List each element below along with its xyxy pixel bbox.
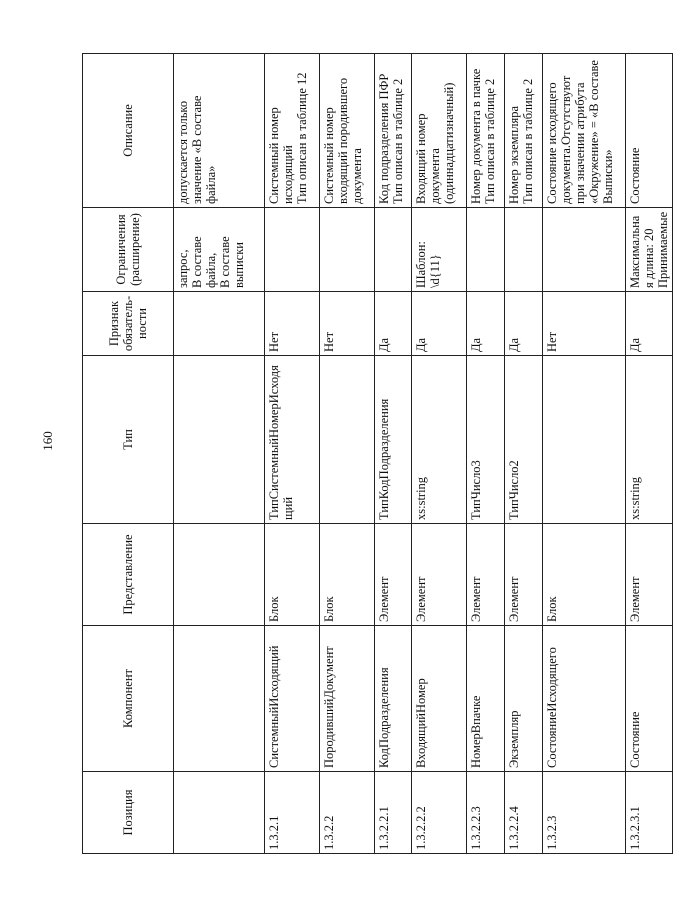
cell-type [174,356,265,524]
cell-required: Нет [320,292,375,356]
cell-type [320,356,375,524]
header-description: Описание [83,54,174,208]
cell-component [174,626,265,772]
cell-restrictions [543,208,626,292]
cell-restrictions [505,208,543,292]
cell-required: Да [412,292,467,356]
cell-required: Да [467,292,505,356]
cell-component: КодПодразделения [375,626,412,772]
cell-position: 1.3.2.2.3 [467,772,505,854]
cell-restrictions: Максимальная длина: 20 Принимаемые [626,208,673,292]
cell-component: ПородившийДокумент [320,626,375,772]
table-row [412,54,467,854]
cell-description: Состояние исходящего документа.Отсутствуют при значении атрибута «Окружение» = «В составе Выписки» [543,54,626,208]
cell-representation: Элемент [375,524,412,626]
header-component: Компонент [83,626,174,772]
specification-table [82,53,673,854]
cell-type: xs:string [412,356,467,524]
cell-representation [174,524,265,626]
cell-restrictions [265,208,320,292]
cell-required [174,292,265,356]
cell-type: ТипЧисло3 [467,356,505,524]
table-row [467,54,505,854]
header-representation: Представление [83,524,174,626]
cell-representation: Элемент [467,524,505,626]
cell-position: 1.3.2.3 [543,772,626,854]
table-row [265,54,320,854]
cell-required: Да [375,292,412,356]
table-row [174,54,265,854]
cell-component: Состояние [626,626,673,772]
table-row [626,54,673,854]
cell-required: Да [626,292,673,356]
cell-description: Номер документа в пачке Тип описан в таблице 2 [467,54,505,208]
cell-required: Да [505,292,543,356]
cell-type: ТипСистемныйНомерИсходящий [265,356,320,524]
cell-description: Номер экземпляра Тип описан в таблице 2 [505,54,543,208]
table-row [320,54,375,854]
cell-component: СистемныйИсходящий [265,626,320,772]
cell-type: ТипЧисло2 [505,356,543,524]
cell-position: 1.3.2.2.4 [505,772,543,854]
cell-restrictions: запрос, В составе файла, В составе выписки [174,208,265,292]
cell-component: Экземпляр [505,626,543,772]
cell-description: Код подразделения ПФР Тип описан в таблице 2 [375,54,412,208]
header-restrictions: Ограничения (расширение) [83,208,174,292]
cell-description: допускается только значение «В составе файла» [174,54,265,208]
cell-representation: Элемент [626,524,673,626]
cell-description: Системный номер исходящий Тип описан в таблице 12 [265,54,320,208]
cell-type [543,356,626,524]
page-number: 160 [40,431,55,451]
table-row [505,54,543,854]
cell-component: ВходящийНомер [412,626,467,772]
cell-component: НомерВпачке [467,626,505,772]
cell-description: Системный номер входящий породившего документа [320,54,375,208]
cell-representation: Блок [265,524,320,626]
cell-representation: Блок [320,524,375,626]
cell-restrictions [320,208,375,292]
cell-representation: Элемент [505,524,543,626]
cell-required: Нет [543,292,626,356]
cell-position: 1.3.2.3.1 [626,772,673,854]
table-row [543,54,626,854]
cell-description: Состояние [626,54,673,208]
table-sheet [82,54,670,854]
cell-restrictions [375,208,412,292]
cell-type: xs:string [626,356,673,524]
cell-restrictions [467,208,505,292]
cell-description: Входящий номер документа (одиннадцатизначный) [412,54,467,208]
cell-position [174,772,265,854]
cell-position: 1.3.2.2 [320,772,375,854]
header-required: Признак обязатель-ности [83,292,174,356]
header-row [83,54,174,854]
cell-position: 1.3.2.1 [265,772,320,854]
cell-position: 1.3.2.2.2 [412,772,467,854]
table-row [375,54,412,854]
cell-required: Нет [265,292,320,356]
cell-representation: Элемент [412,524,467,626]
cell-restrictions: Шаблон: \d{11} [412,208,467,292]
cell-type: ТипКодПодразделения [375,356,412,524]
cell-position: 1.3.2.2.1 [375,772,412,854]
cell-component: СостояниеИсходящего [543,626,626,772]
header-type: Тип [83,356,174,524]
cell-representation: Блок [543,524,626,626]
header-position: Позиция [83,772,174,854]
